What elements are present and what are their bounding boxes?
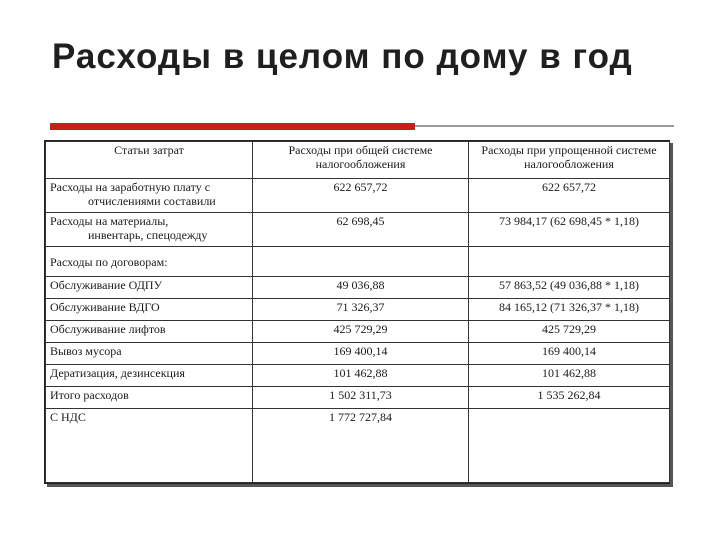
general-value: 101 462,88 bbox=[253, 365, 469, 387]
header-cost-items: Статьи затрат bbox=[46, 142, 253, 179]
table-row bbox=[46, 321, 670, 343]
row-label-line1: Расходы на материалы, bbox=[50, 214, 169, 228]
row-label-line2: отчислениями составили bbox=[88, 194, 216, 208]
simplified-value: 622 657,72 bbox=[469, 179, 670, 213]
row-label bbox=[46, 213, 253, 247]
row-label bbox=[46, 179, 253, 213]
row-label: Обслуживание ВДГО bbox=[46, 299, 253, 321]
simplified-value: 57 863,52 (49 036,88 * 1,18) bbox=[469, 277, 670, 299]
table-row bbox=[46, 247, 670, 277]
table-row-total bbox=[46, 387, 670, 409]
simplified-value: 1 535 262,84 bbox=[469, 387, 670, 409]
simplified-value: 425 729,29 bbox=[469, 321, 670, 343]
expenses-table-container bbox=[44, 140, 670, 484]
table-header-row bbox=[46, 142, 670, 179]
general-value: 622 657,72 bbox=[253, 179, 469, 213]
expenses-table bbox=[45, 141, 670, 483]
table-row bbox=[46, 277, 670, 299]
row-label: Итого расходов bbox=[46, 387, 253, 409]
header-general-tax: Расходы при общей системе налогообложения bbox=[253, 142, 469, 179]
general-value: 1 502 311,73 bbox=[253, 387, 469, 409]
table-row bbox=[46, 299, 670, 321]
row-label: С НДС bbox=[46, 409, 253, 483]
row-label: Дератизация, дезинсекция bbox=[46, 365, 253, 387]
row-label: Расходы по договорам: bbox=[46, 247, 253, 277]
simplified-value: 101 462,88 bbox=[469, 365, 670, 387]
table-row bbox=[46, 213, 670, 247]
general-value bbox=[253, 247, 469, 277]
title-underline-red bbox=[50, 123, 415, 130]
simplified-value bbox=[469, 409, 670, 483]
general-value: 1 772 727,84 bbox=[253, 409, 469, 483]
general-value: 49 036,88 bbox=[253, 277, 469, 299]
general-value: 71 326,37 bbox=[253, 299, 469, 321]
general-value: 62 698,45 bbox=[253, 213, 469, 247]
row-label: Вывоз мусора bbox=[46, 343, 253, 365]
table-row-vat bbox=[46, 409, 670, 483]
table-row bbox=[46, 179, 670, 213]
simplified-value: 84 165,12 (71 326,37 * 1,18) bbox=[469, 299, 670, 321]
table-row bbox=[46, 365, 670, 387]
slide-title: Расходы в целом по дому в год bbox=[52, 37, 633, 76]
general-value: 169 400,14 bbox=[253, 343, 469, 365]
general-value: 425 729,29 bbox=[253, 321, 469, 343]
simplified-value: 169 400,14 bbox=[469, 343, 670, 365]
row-label: Обслуживание ОДПУ bbox=[46, 277, 253, 299]
row-label-line2: инвентарь, спецодежду bbox=[88, 228, 208, 242]
simplified-value bbox=[469, 247, 670, 277]
simplified-value: 73 984,17 (62 698,45 * 1,18) bbox=[469, 213, 670, 247]
table-row bbox=[46, 343, 670, 365]
row-label-line1: Расходы на заработную плату с bbox=[50, 180, 211, 194]
row-label: Обслуживание лифтов bbox=[46, 321, 253, 343]
header-simplified-tax: Расходы при упрощенной системе налогообложения bbox=[469, 142, 670, 179]
